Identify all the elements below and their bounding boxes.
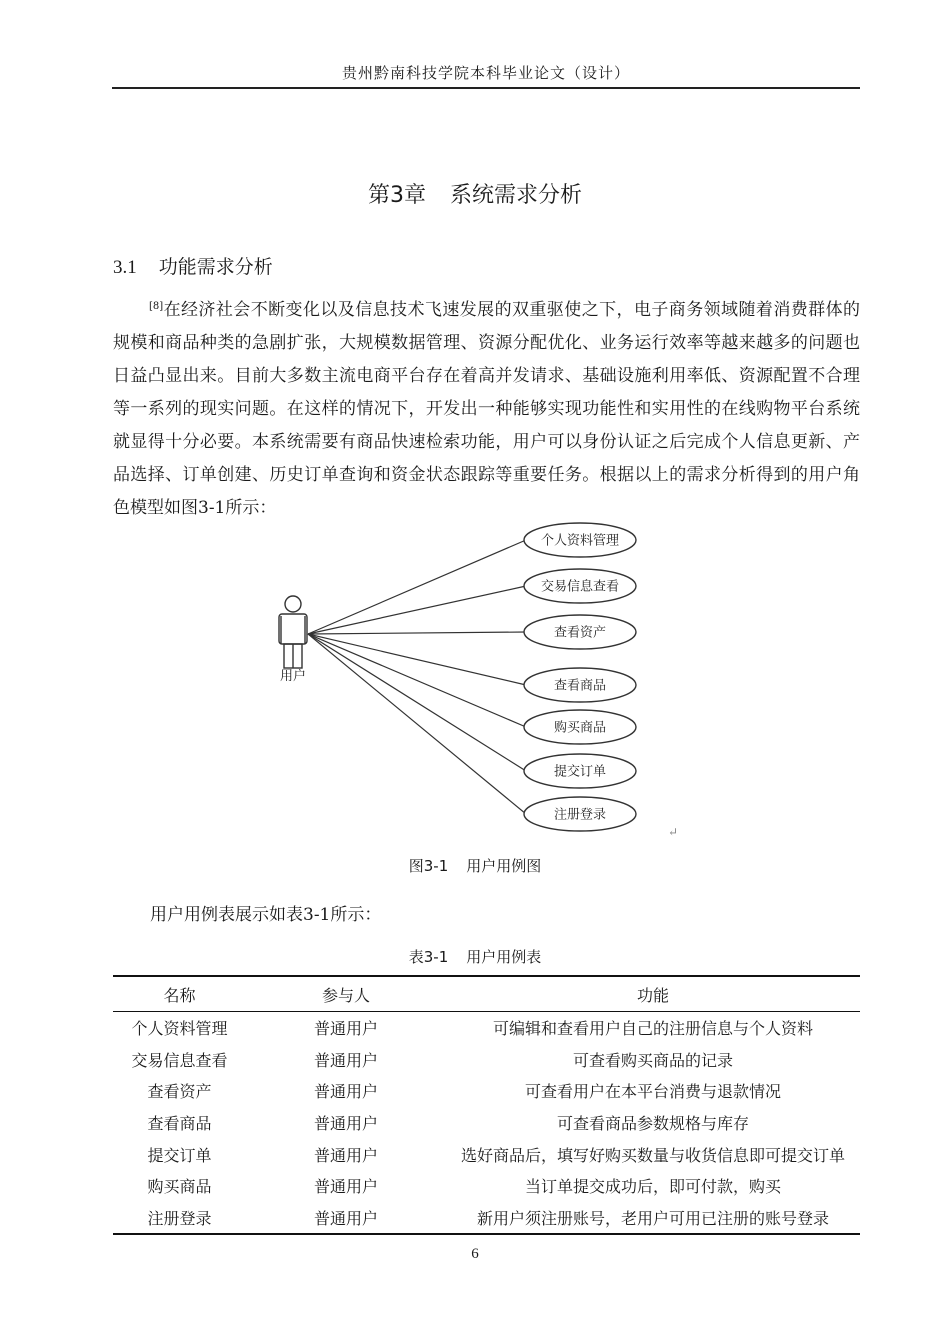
page-header: 贵州黔南科技学院本科毕业论文（设计）: [341, 64, 630, 82]
section-number: 3.1: [113, 257, 137, 278]
use-case-label: 交易信息查看: [540, 579, 620, 595]
header-function: 功能: [446, 976, 860, 1012]
cell-name: 查看资产: [147, 1082, 212, 1102]
actor-body: [279, 614, 307, 644]
association-line: [308, 540, 526, 634]
association-line: [308, 632, 526, 634]
association-lines: [308, 540, 526, 814]
table-row: [113, 1075, 860, 1107]
use-case-table: [113, 975, 860, 1235]
cell-function: 可查看商品参数规格与库存: [556, 1114, 749, 1134]
cell-name: 交易信息查看: [131, 1050, 228, 1070]
cell-name: 提交订单: [147, 1145, 212, 1165]
cell-participant: 普通用户: [246, 1202, 446, 1235]
return-mark: ↵: [668, 825, 679, 839]
cell-function: 当订单提交成功后，即可付款，购买: [524, 1177, 781, 1197]
cell-participant: 普通用户: [313, 1082, 378, 1102]
cell-participant: 普通用户: [313, 1019, 378, 1039]
use-case-label: 购买商品: [553, 720, 607, 736]
table-title: 用户用例表: [466, 948, 542, 966]
use-case-node: [524, 797, 636, 831]
cell-participant: 普通用户: [313, 1050, 378, 1070]
cell-participant: 普通用户: [313, 1145, 378, 1165]
cell-name: 注册登录: [113, 1202, 246, 1235]
table-row: [113, 1012, 860, 1044]
cell-function: 可查看用户在本平台消费与退款情况: [524, 1082, 781, 1102]
header-participant: 参与人: [246, 976, 446, 1012]
use-case-label: 注册登录: [553, 807, 607, 823]
use-case-label: 提交订单: [553, 764, 607, 780]
association-line: [308, 634, 526, 727]
section-title: 功能需求分析: [158, 256, 273, 278]
table-row: [113, 1044, 860, 1076]
figure-caption: [0, 855, 950, 876]
table-caption: [0, 946, 950, 967]
figure-title: 用户用例图: [466, 857, 542, 875]
citation-mark: [8]: [149, 301, 164, 312]
cell-participant: 普通用户: [313, 1114, 378, 1134]
use-case-diagram: [268, 522, 688, 840]
paragraph-text: 在经济社会不断变化以及信息技术飞速发展的双重驱使之下，电子商务领域随着消费群体的规模和商品种类的急剧扩张，大规模数据管理、资源分配优化、业务运行效率等越来越多的问题也日益凸显出来。目前大多数主流电商平台存在着高并发请求、基础设施利用率低、资源配置不合理等一系列的现实问题。在这样的情况下，开发出一种能够实现功能性和实用性的在线购物平台系统就显得十分必要。本系统需要有商品快速检索功能，用户可以身份认证之后完成个人信息更新、产品选择、订单创建、历史订单查询和资金状态跟踪等重要任务。根据以上的需求分析得到的用户角色模型如图3-1所示：: [113, 300, 860, 518]
table-label: 表3-1: [408, 948, 449, 966]
use-case-node: [524, 668, 636, 702]
use-case-node: [524, 523, 636, 557]
association-line: [308, 634, 526, 685]
use-case-node: [524, 754, 636, 788]
header-name: 名称: [113, 976, 246, 1012]
table-intro-text: 用户用例表展示如表3-1所示：: [150, 905, 382, 925]
actor-label: 用户: [280, 669, 307, 684]
use-case-label: 查看商品: [553, 678, 607, 694]
figure-label: 图3-1: [408, 857, 449, 875]
use-case-ellipses: [524, 523, 636, 831]
use-case-node: [524, 615, 636, 649]
cell-name: 个人资料管理: [131, 1019, 228, 1039]
chapter-heading: [0, 178, 950, 209]
cell-name: 购买商品: [147, 1177, 212, 1197]
cell-name: 查看商品: [147, 1114, 212, 1134]
page-number: 6: [471, 1246, 479, 1262]
table-row: [113, 1107, 860, 1139]
table-header-row: [113, 976, 860, 1012]
use-case-label: 查看资产: [553, 625, 607, 641]
cell-participant: 普通用户: [313, 1177, 378, 1197]
association-line: [308, 634, 526, 771]
actor-head: [285, 596, 301, 612]
table-row: [113, 1138, 860, 1170]
actor-figure: [279, 596, 307, 668]
chapter-title: 系统需求分析: [449, 183, 582, 208]
use-case-node: [524, 569, 636, 603]
table-row: [113, 1170, 860, 1202]
section-heading: [113, 252, 273, 279]
association-line: [308, 586, 526, 634]
cell-function: 选好商品后，填写好购买数量与收货信息即可提交订单: [460, 1145, 845, 1165]
chapter-number: 第3章: [367, 183, 426, 208]
use-case-node: [524, 710, 636, 744]
header-rule: [112, 87, 860, 89]
cell-function: 可编辑和查看用户自己的注册信息与个人资料: [492, 1019, 813, 1039]
cell-function: 可查看购买商品的记录: [572, 1050, 733, 1070]
body-paragraph: [113, 290, 860, 525]
association-line: [308, 634, 526, 814]
use-case-label: 个人资料管理: [540, 533, 620, 549]
table-row: [113, 1202, 860, 1235]
cell-function: 新用户须注册账号，老用户可用已注册的账号登录: [446, 1202, 860, 1235]
